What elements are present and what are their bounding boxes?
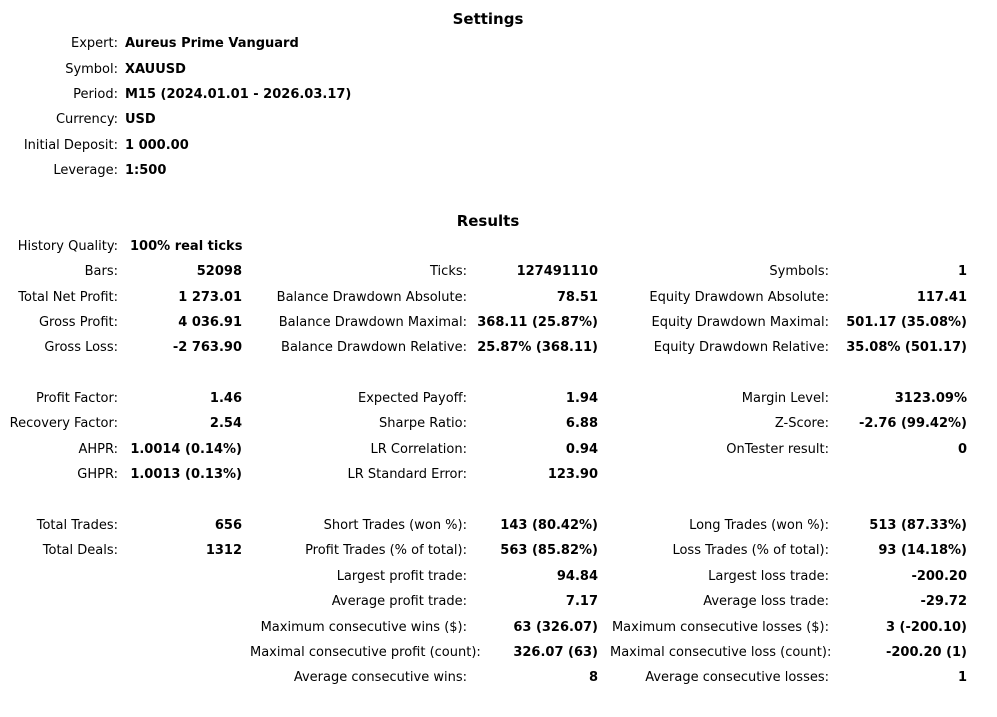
expected-payoff-value: 1.94 (565, 391, 598, 406)
balance-dd-max-label: Balance Drawdown Maximal: (278, 315, 467, 330)
largest-profit-value: 94.84 (556, 569, 598, 584)
balance-dd-rel-value: 25.87% (368.11) (477, 340, 598, 355)
average-profit-label: Average profit trade: (331, 594, 467, 609)
leverage-label: Leverage: (53, 163, 118, 178)
results-heading: Results (456, 212, 520, 230)
average-loss-value: -29.72 (920, 594, 967, 609)
history-quality-label: History Quality: (17, 239, 118, 254)
total-net-profit-value: 1 273.01 (178, 290, 242, 305)
total-deals-value: 1312 (205, 543, 242, 558)
currency-label: Currency: (55, 112, 118, 127)
initial-deposit-label: Initial Deposit: (23, 138, 118, 153)
short-trades-label: Short Trades (won %): (323, 518, 467, 533)
profit-factor-label: Profit Factor: (36, 391, 118, 406)
largest-loss-value: -200.20 (911, 569, 967, 584)
expert-value: Aureus Prime Vanguard (125, 36, 299, 51)
ticks-label: Ticks: (430, 264, 467, 279)
max-consec-losses-label: Maximum consecutive losses ($): (611, 620, 829, 635)
largest-loss-label: Largest loss trade: (708, 569, 829, 584)
margin-level-label: Margin Level: (741, 391, 829, 406)
short-trades-value: 143 (80.42%) (500, 518, 598, 533)
history-quality-value: 100% real ticks (130, 239, 243, 254)
max-consec-wins-value: 63 (326.07) (513, 620, 598, 635)
symbol-value: XAUUSD (125, 62, 186, 77)
avg-consec-wins-label: Average consecutive wins: (293, 670, 467, 685)
balance-dd-max-value: 368.11 (25.87%) (477, 315, 598, 330)
gross-profit-value: 4 036.91 (178, 315, 242, 330)
avg-consec-losses-value: 1 (957, 670, 967, 685)
lr-correlation-label: LR Correlation: (370, 442, 467, 457)
z-score-value: -2.76 (99.42%) (858, 416, 967, 431)
balance-dd-rel-label: Balance Drawdown Relative: (281, 340, 467, 355)
symbols-label: Symbols: (769, 264, 829, 279)
ahpr-value: 1.0014 (0.14%) (130, 442, 242, 457)
period-value: M15 (2024.01.01 - 2026.03.17) (125, 87, 352, 102)
profit-trades-value: 563 (85.82%) (500, 543, 598, 558)
gross-loss-value: -2 763.90 (172, 340, 242, 355)
maximal-consec-profit-label: Maximal consecutive profit (count): (250, 645, 481, 660)
total-deals-label: Total Deals: (42, 543, 118, 558)
avg-consec-losses-label: Average consecutive losses: (645, 670, 829, 685)
margin-level-value: 3123.09% (894, 391, 967, 406)
average-profit-value: 7.17 (565, 594, 598, 609)
equity-dd-max-label: Equity Drawdown Maximal: (651, 315, 829, 330)
ticks-value: 127491110 (516, 264, 598, 279)
initial-deposit-value: 1 000.00 (125, 138, 189, 153)
gross-profit-label: Gross Profit: (38, 315, 118, 330)
largest-profit-label: Largest profit trade: (336, 569, 467, 584)
average-loss-label: Average loss trade: (703, 594, 829, 609)
lr-correlation-value: 0.94 (565, 442, 598, 457)
loss-trades-value: 93 (14.18%) (878, 543, 967, 558)
total-net-profit-label: Total Net Profit: (18, 290, 118, 305)
sharpe-ratio-label: Sharpe Ratio: (379, 416, 467, 431)
maximal-consec-profit-value: 326.07 (63) (513, 645, 598, 660)
maximal-consec-loss-value: -200.20 (1) (885, 645, 967, 660)
equity-dd-max-value: 501.17 (35.08%) (846, 315, 967, 330)
equity-dd-rel-value: 35.08% (501.17) (846, 340, 967, 355)
ontester-value: 0 (957, 442, 967, 457)
lr-std-error-label: LR Standard Error: (347, 467, 467, 482)
profit-trades-label: Profit Trades (% of total): (305, 543, 467, 558)
leverage-value: 1:500 (125, 163, 167, 178)
recovery-factor-value: 2.54 (209, 416, 242, 431)
equity-dd-abs-value: 117.41 (916, 290, 967, 305)
profit-factor-value: 1.46 (209, 391, 242, 406)
z-score-label: Z-Score: (774, 416, 829, 431)
max-consec-wins-label: Maximum consecutive wins ($): (260, 620, 467, 635)
bars-label: Bars: (84, 264, 118, 279)
loss-trades-label: Loss Trades (% of total): (672, 543, 829, 558)
lr-std-error-value: 123.90 (547, 467, 598, 482)
period-label: Period: (73, 87, 118, 102)
max-consec-losses-value: 3 (-200.10) (885, 620, 967, 635)
recovery-factor-label: Recovery Factor: (9, 416, 118, 431)
ghpr-label: GHPR: (77, 467, 118, 482)
equity-dd-rel-label: Equity Drawdown Relative: (653, 340, 829, 355)
ahpr-label: AHPR: (78, 442, 118, 457)
bars-value: 52098 (196, 264, 242, 279)
balance-dd-abs-value: 78.51 (556, 290, 598, 305)
total-trades-value: 656 (214, 518, 242, 533)
ontester-label: OnTester result: (726, 442, 829, 457)
total-trades-label: Total Trades: (36, 518, 118, 533)
avg-consec-wins-value: 8 (588, 670, 598, 685)
settings-heading: Settings (452, 10, 524, 28)
sharpe-ratio-value: 6.88 (565, 416, 598, 431)
balance-dd-abs-label: Balance Drawdown Absolute: (276, 290, 467, 305)
long-trades-label: Long Trades (won %): (689, 518, 829, 533)
long-trades-value: 513 (87.33%) (869, 518, 967, 533)
maximal-consec-loss-label: Maximal consecutive loss (count): (610, 645, 832, 660)
currency-value: USD (125, 112, 156, 127)
expert-label: Expert: (71, 36, 118, 51)
symbol-label: Symbol: (65, 62, 118, 77)
expected-payoff-label: Expected Payoff: (358, 391, 467, 406)
equity-dd-abs-label: Equity Drawdown Absolute: (649, 290, 829, 305)
ghpr-value: 1.0013 (0.13%) (130, 467, 242, 482)
gross-loss-label: Gross Loss: (44, 340, 118, 355)
symbols-value: 1 (957, 264, 967, 279)
